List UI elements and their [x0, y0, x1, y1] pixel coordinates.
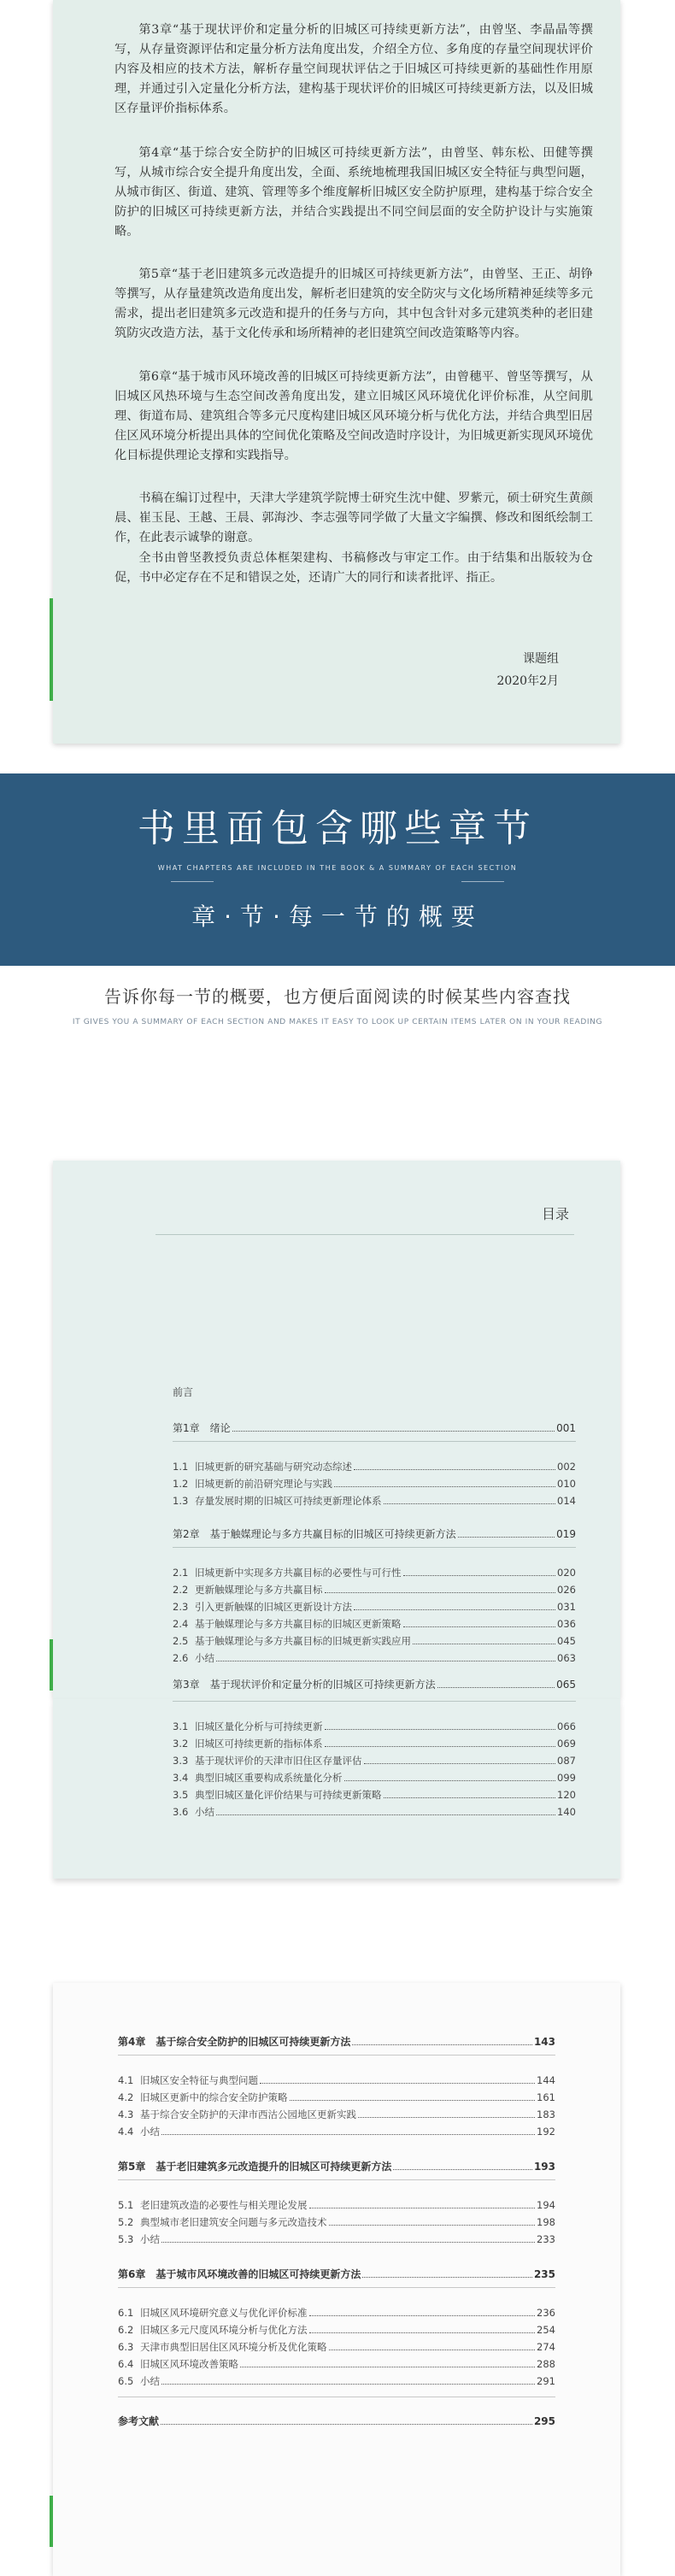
toc-leader-dots: [403, 1575, 556, 1576]
toc-section-number: 3.3: [173, 1755, 189, 1767]
preface-paragraph: 第4章“基于综合安全防护的旧城区可持续更新方法”，由曾坚、韩东松、田健等撰写，从城市综合安全提升角度出发，全面、系统地梳理我国旧城区安全特征与典型问题，从城市街区、街道、建筑、管理等多个维度解析旧城区安全防护原理，建构基于综合安全防护的旧城区可持续更新方法，并结合实践提出不同空间层面的安全防护设计与实施策略。: [114, 146, 593, 238]
toc-section-title: 基于触媒理论与多方共赢目标的旧城更新实践应用: [195, 1635, 411, 1647]
preface-signature: 课题组: [523, 652, 559, 666]
toc-page-number: 031: [557, 1601, 576, 1613]
toc-leader-dots: [458, 1537, 555, 1538]
toc-section-row[interactable]: [118, 2340, 555, 2354]
toc-separator: [118, 2055, 555, 2056]
toc-leader-dots: [161, 2242, 535, 2243]
toc-section-title: 基于触媒理论与多方共赢目标的旧城区更新策略: [195, 1618, 402, 1630]
toc-leader-dots: [260, 2083, 535, 2084]
toc-section-number: 2.1: [173, 1567, 189, 1579]
toc-leader-dots: [216, 1814, 555, 1815]
toc-references-row[interactable]: [118, 2414, 555, 2428]
toc-title-rule: [156, 1234, 574, 1235]
toc-leader-dots: [325, 1729, 556, 1730]
toc-leader-dots: [325, 1592, 556, 1593]
toc-page-number: 063: [557, 1652, 576, 1664]
toc-chapter-number: 第1章: [173, 1422, 200, 1434]
toc-page-2: [53, 1983, 620, 2576]
toc-page-number: 192: [537, 2126, 555, 2138]
toc-page-number: 274: [537, 2341, 555, 2353]
toc-section-title: 旧城区量化分析与可持续更新: [195, 1720, 323, 1732]
toc-leader-dots: [334, 1486, 555, 1487]
toc-chapter-title: 基于触媒理论与多方共赢目标的旧城区可持续更新方法: [209, 1528, 456, 1540]
toc-section-title: 旧城更新的前沿研究理论与实践: [195, 1478, 332, 1490]
toc-leader-dots: [309, 2332, 536, 2333]
toc-section-number: 2.5: [173, 1635, 189, 1647]
toc-title: 目录: [541, 1206, 569, 1222]
toc-leader-dots: [161, 2424, 532, 2425]
toc-page-number: 254: [537, 2324, 555, 2336]
toc-section-number: 3.4: [173, 1772, 189, 1784]
toc-preface-label: 前言: [173, 1386, 194, 1398]
toc-section-title: 小结: [140, 2375, 160, 2387]
toc-leader-dots: [384, 1503, 556, 1504]
toc-separator: [173, 1701, 576, 1702]
toc-section-number: 3.1: [173, 1720, 189, 1732]
toc-page-number: 010: [557, 1478, 576, 1490]
toc-section-title: 老旧建筑改造的必要性与相关理论发展: [140, 2199, 308, 2211]
toc-page-1-continued: [53, 1699, 620, 1879]
preface-page: [53, 0, 620, 744]
toc-leader-dots: [344, 1780, 556, 1781]
toc-leader-dots: [384, 1797, 556, 1798]
toc-page-number: 014: [557, 1495, 576, 1507]
toc-leader-dots: [358, 2117, 535, 2118]
toc-chapter-row[interactable]: [173, 1677, 576, 1691]
toc-section-title: 典型旧城区量化评价结果与可持续更新策略: [195, 1789, 382, 1801]
toc-section-row[interactable]: [118, 2374, 555, 2388]
section-banner: [0, 773, 675, 966]
preface-paragraph: 第6章“基于城市风环境改善的旧城区可持续更新方法”，由曾穗平、曾坚等撰写，从旧城区风热环境与生态空间改善角度出发，建立旧城区风环境优化评价标准，从空间肌理、街道布局、建筑组合等多元尺度构建旧城区风环境分析与优化方法，并结合典型旧居住区风环境分析提出具体的空间优化策略及空间改造时序设计，为旧城更新实现风环境优化目标提供理论支撑和实践指导。: [114, 370, 593, 462]
toc-chapter-row[interactable]: [173, 1526, 576, 1541]
page-edge-tab: [50, 598, 53, 701]
toc-section-row[interactable]: [118, 2091, 555, 2104]
toc-section-title: 小结: [140, 2233, 160, 2245]
preface-date: 2020年2月: [496, 674, 559, 688]
toc-section-number: 5.2: [118, 2216, 134, 2228]
toc-section-title: 旧城区风环境改善策略: [140, 2358, 238, 2370]
toc-page-number: 236: [537, 2307, 555, 2319]
toc-chapter-row[interactable]: [173, 1420, 576, 1435]
toc-section-row[interactable]: [173, 1617, 576, 1631]
toc-section-number: 5.1: [118, 2199, 134, 2211]
toc-leader-dots: [161, 2134, 535, 2135]
toc-chapter-row[interactable]: [118, 2267, 555, 2281]
toc-section-title: 引入更新触媒的旧城区更新设计方法: [195, 1601, 352, 1613]
toc-leader-dots: [354, 1469, 555, 1470]
toc-section-title: 旧城区更新中的综合安全防护策略: [140, 2091, 288, 2103]
toc-page-number: 066: [557, 1720, 576, 1732]
toc-section-row[interactable]: [173, 1754, 576, 1767]
toc-section-number: 3.6: [173, 1806, 189, 1818]
toc-section-number: 2.4: [173, 1618, 189, 1630]
toc-page-number: 140: [557, 1806, 576, 1818]
banner-subtitle-en: WHAT CHAPTERS ARE INCLUDED IN THE BOOK & A SUMMARY OF EACH SECTION: [157, 864, 518, 872]
toc-section-title: 更新触媒理论与多方共赢目标: [195, 1584, 323, 1596]
toc-section-row[interactable]: [173, 1651, 576, 1665]
toc-section-title: 典型旧城区重要构成系统量化分析: [195, 1772, 343, 1784]
toc-section-number: 4.4: [118, 2126, 134, 2138]
toc-leader-dots: [362, 2277, 532, 2278]
toc-section-row[interactable]: [118, 2108, 555, 2121]
toc-page-1: [53, 1161, 620, 1699]
toc-chapter-title: 绪论: [209, 1422, 231, 1434]
toc-section-row[interactable]: [173, 1771, 576, 1785]
toc-section-title: 天津市典型旧居住区风环境分析及优化策略: [140, 2341, 327, 2353]
toc-page-number: 065: [556, 1679, 576, 1691]
toc-leader-dots: [352, 2044, 532, 2045]
toc-section-row[interactable]: [118, 2215, 555, 2229]
toc-separator: [173, 1441, 576, 1442]
toc-page-number: 087: [557, 1755, 576, 1767]
toc-page-number: 193: [533, 2161, 555, 2173]
toc-section-number: 6.3: [118, 2341, 134, 2353]
toc-section-row[interactable]: [173, 1788, 576, 1802]
preface-paragraph: 第5章“基于老旧建筑多元改造提升的旧城区可持续更新方法”，由曾坚、王正、胡铮等撰写，从存量建筑改造角度出发，解析老旧建筑的安全防灾与文化场所精神延续等多元需求，提出老旧建筑多元改造和提升的任务与方向，其中包含针对多元建筑类种的老旧建筑防灾改造方法，基于文化传承和场所精神的老旧建筑空间改造策略等内容。: [114, 268, 593, 340]
toc-section-number: 1.1: [173, 1461, 189, 1473]
toc-section-title: 旧城区安全特征与典型问题: [140, 2074, 258, 2086]
toc-section-title: 存量发展时期的旧城区可持续更新理论体系: [195, 1495, 382, 1507]
page-edge-tab: [50, 1639, 53, 1691]
toc-section-row[interactable]: [173, 1720, 576, 1733]
preface-paragraph: 全书由曾坚教授负责总体框架建构、书稿修改与审定工作。由于结集和出版较为仓促，书中必定存在不足和错误之处，还请广大的同行和读者批评、指正。: [114, 551, 593, 585]
toc-section-row[interactable]: [118, 2323, 555, 2337]
toc-page-number: 288: [537, 2358, 555, 2370]
toc-leader-dots: [354, 1609, 555, 1610]
preface-paragraph: 第3章“基于现状评价和定量分析的旧城区可持续更新方法”，由曾坚、李晶晶等撰写，从存量资源评估和定量分析方法角度出发，介绍全方位、多角度的存量空间现状评价内容及相应的技术方法，解析存量空间现状评估之于旧城区可持续更新的基础性作用原理，并通过引入定量化分析方法，建构基于现状评价的旧城区可持续更新方法，以及旧城区存量评价指标体系。: [114, 23, 593, 115]
toc-section-title: 小结: [140, 2126, 160, 2138]
toc-section-row[interactable]: [173, 1494, 576, 1508]
toc-chapter-number: 第3章: [173, 1679, 200, 1691]
toc-section-row[interactable]: [173, 1634, 576, 1648]
toc-page-number: 235: [533, 2268, 555, 2280]
toc-section-row[interactable]: [118, 2357, 555, 2371]
toc-page-number: 020: [557, 1567, 576, 1579]
toc-section-number: 6.4: [118, 2358, 134, 2370]
toc-section-number: 1.3: [173, 1495, 189, 1507]
toc-page-number: 001: [556, 1422, 576, 1434]
toc-separator: [118, 2179, 555, 2180]
toc-section-row[interactable]: [173, 1805, 576, 1819]
toc-chapter-row[interactable]: [118, 2159, 555, 2173]
toc-chapter-title: 基于老旧建筑多元改造提升的旧城区可持续更新方法: [156, 2161, 392, 2173]
toc-leader-dots: [329, 2225, 536, 2226]
toc-page-number: 099: [557, 1772, 576, 1784]
toc-references-title: 参考文献: [118, 2415, 160, 2427]
toc-section-number: 6.1: [118, 2307, 134, 2319]
toc-section-number: 5.3: [118, 2233, 134, 2245]
toc-page-number: 198: [537, 2216, 555, 2228]
page-edge-tab: [50, 2496, 53, 2547]
toc-section-row[interactable]: [173, 1566, 576, 1579]
toc-leader-dots: [325, 1746, 556, 1747]
toc-section-number: 4.2: [118, 2091, 134, 2103]
toc-section-row[interactable]: [118, 2198, 555, 2212]
toc-section-row[interactable]: [173, 1477, 576, 1491]
toc-chapter-number: 第4章: [118, 2036, 146, 2048]
toc-section-row[interactable]: [118, 2306, 555, 2320]
toc-leader-dots: [437, 1687, 555, 1688]
toc-leader-dots: [161, 2384, 535, 2385]
toc-leader-dots: [290, 2100, 536, 2101]
toc-page-number: 144: [537, 2074, 555, 2086]
preface-paragraph: 书稿在编订过程中，天津大学建筑学院博士研究生沈中健、罗紫元，硕士研究生黄颜晨、崔玉昆、王越、王晨、郭海沙、李志强等同学做了大量文字编撰、修改和图纸绘制工作，在此表示诚挚的谢意。: [114, 491, 593, 544]
toc-section-title: 典型城市老旧建筑安全问题与多元改造技术: [140, 2216, 327, 2228]
toc-page-number: 036: [557, 1618, 576, 1630]
toc-page-number: 233: [537, 2233, 555, 2245]
toc-section-row[interactable]: [118, 2073, 555, 2087]
banner-subtitle: 章·节·每一节的概要: [191, 903, 484, 931]
toc-chapter-title: 基于综合安全防护的旧城区可持续更新方法: [156, 2036, 351, 2048]
toc-page-number: 183: [537, 2108, 555, 2120]
toc-page-number: 045: [557, 1635, 576, 1647]
toc-section-title: 基于综合安全防护的天津市西沽公园地区更新实践: [140, 2108, 356, 2120]
toc-page-number: 295: [533, 2415, 555, 2427]
toc-section-title: 旧城区风环境研究意义与优化评价标准: [140, 2307, 308, 2319]
toc-section-number: 2.6: [173, 1652, 189, 1664]
tagline-text-en: IT GIVES YOU A SUMMARY OF EACH SECTION AND MAKES IT EASY TO LOOK UP CERTAIN ITEMS LATER ON IN YOUR READING: [72, 1018, 603, 1026]
toc-section-number: 1.2: [173, 1478, 189, 1490]
toc-section-title: 基于现状评价的天津市旧住区存量评估: [195, 1755, 362, 1767]
toc-section-row[interactable]: [118, 2125, 555, 2138]
toc-section-row[interactable]: [173, 1583, 576, 1597]
banner-rule: [171, 881, 214, 882]
toc-section-number: 2.2: [173, 1584, 189, 1596]
banner-title: 书里面包含哪些章节: [138, 807, 537, 850]
toc-chapter-number: 第5章: [118, 2161, 146, 2173]
toc-section-title: 旧城区多元尺度风环境分析与优化方法: [140, 2324, 308, 2336]
toc-chapter-number: 第6章: [118, 2268, 146, 2280]
toc-section-row[interactable]: [118, 2232, 555, 2246]
toc-separator: [173, 1547, 576, 1548]
banner-rule: [461, 881, 504, 882]
toc-section-title: 小结: [195, 1806, 214, 1818]
tagline: [0, 983, 675, 1026]
toc-leader-dots: [364, 1763, 556, 1764]
toc-page-number: 194: [537, 2199, 555, 2211]
toc-separator: [118, 2287, 555, 2288]
tagline-text: 告诉你每一节的概要，也方便后面阅读的时候某些内容查找: [104, 986, 571, 1007]
toc-page-number: 026: [557, 1584, 576, 1596]
toc-section-number: 2.3: [173, 1601, 189, 1613]
toc-section-row[interactable]: [173, 1737, 576, 1750]
toc-chapter-number: 第2章: [173, 1528, 200, 1540]
toc-section-number: 4.3: [118, 2108, 134, 2120]
toc-page-number: 002: [557, 1461, 576, 1473]
toc-section-number: 6.5: [118, 2375, 134, 2387]
toc-page-number: 069: [557, 1738, 576, 1750]
toc-chapter-title: 基于城市风环境改善的旧城区可持续更新方法: [156, 2268, 361, 2280]
toc-page-number: 161: [537, 2091, 555, 2103]
toc-section-number: 4.1: [118, 2074, 134, 2086]
toc-section-row[interactable]: [173, 1600, 576, 1614]
toc-page-number: 291: [537, 2375, 555, 2387]
toc-leader-dots: [309, 2315, 536, 2316]
toc-section-row[interactable]: [173, 1460, 576, 1473]
toc-section-title: 旧城区可持续更新的指标体系: [195, 1738, 323, 1750]
toc-section-number: 3.2: [173, 1738, 189, 1750]
toc-leader-dots: [403, 1626, 556, 1627]
toc-leader-dots: [393, 2169, 532, 2170]
toc-preface: [173, 1385, 193, 1399]
toc-chapter-row[interactable]: [118, 2034, 555, 2049]
toc-leader-dots: [232, 1431, 555, 1432]
toc-section-number: 6.2: [118, 2324, 134, 2336]
toc-section-title: 小结: [195, 1652, 214, 1664]
toc-section-title: 旧城更新的研究基础与研究动态综述: [195, 1461, 352, 1473]
toc-page-number: 143: [533, 2036, 555, 2048]
toc-section-number: 3.5: [173, 1789, 189, 1801]
toc-section-title: 旧城更新中实现多方共赢目标的必要性与可行性: [195, 1567, 402, 1579]
toc-page-number: 019: [556, 1528, 576, 1540]
toc-page-number: 120: [557, 1789, 576, 1801]
toc-chapter-title: 基于现状评价和定量分析的旧城区可持续更新方法: [209, 1679, 436, 1691]
